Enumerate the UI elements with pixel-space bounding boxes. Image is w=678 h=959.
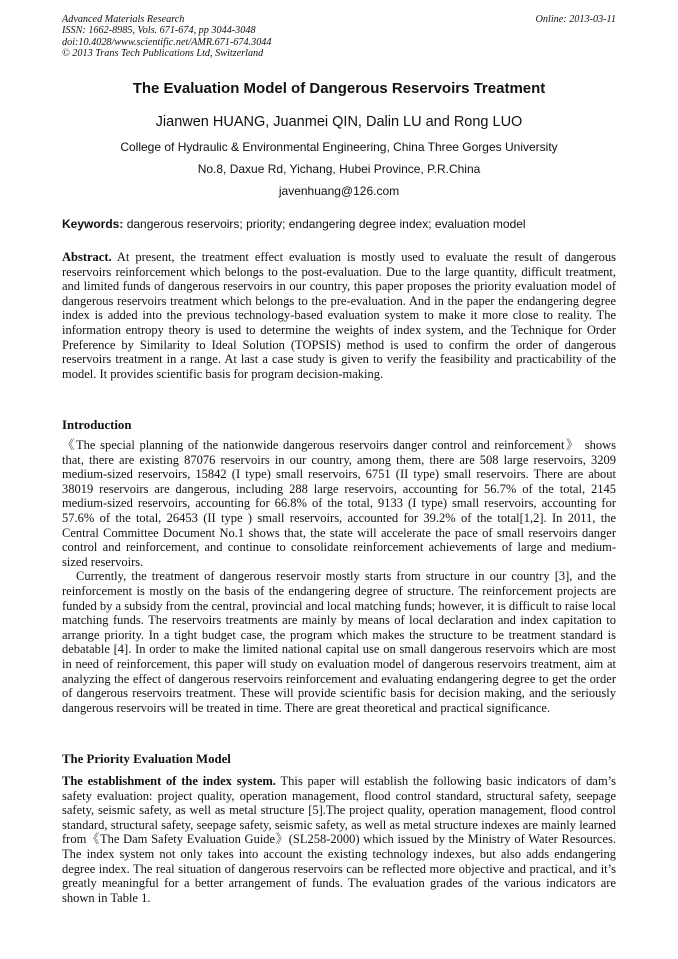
affiliation-line-2: No.8, Daxue Rd, Yichang, Hubei Province, P.R.China: [197, 162, 481, 176]
keywords-label: Keywords:: [62, 217, 124, 231]
paper-title: The Evaluation Model of Dangerous Reservoirs Treatment: [132, 80, 546, 97]
index-system-text: This paper will establish the following basic indicators of dam’s safety evaluation: project quality, operation management, flood control standard, structural safety, seepage safety, seismic safety, as well as metal structure [5].The project quality, operation management, flood control standard, structural safety, seepage safety, seismic safety, as well as metal structure indexes are mainly learned from《The Dam Safety Evaluation Guide》(SL258-2000) which issued by the Ministry of Water Resources. The index system not only takes into account the existing technology indexes, but also adds endangering degree index. The real situation of dangerous reservoirs can be reflected more objective and practical, and it’s greatly meaningful for a better arrangement of funds. The evaluation grades of the various indicators are shown in Table 1.: [62, 774, 616, 905]
index-system-lead: The establishment of the index system.: [62, 774, 276, 788]
introduction-body: [62, 438, 616, 715]
abstract-text: At present, the treatment effect evaluation is mostly used to evaluate the result of dangerous reservoirs reinforcement which belongs to the post-evaluation. Due to the large quantity, difficult treatment, and limited funds of dangerous reservoirs in our country, this paper proposes the priority evaluation model of dangerous reservoirs treatment which belongs to the pre-evaluation. And in the paper the endangering degree index is added into the previous technology-based evaluation system to make it more close to reality. The information entropy theory is used to determine the weights of index system, and the Technique for Order Preference by Similarity to Ideal Solution (TOPSIS) method is used to confirm the order of dangerous reservoirs treatment in a range. At last a case study is given to verify the feasibility and practicability of the model. It provides scientific basis for program decision-making.: [62, 250, 616, 381]
abstract: [62, 250, 616, 381]
keywords: [62, 217, 616, 231]
section-heading-priority-model: The Priority Evaluation Model: [62, 752, 231, 766]
author-email: javenhuang@126.com: [278, 184, 400, 198]
abstract-label: Abstract.: [62, 250, 112, 264]
online-date: Online: 2013-03-11: [535, 14, 616, 25]
journal-doi: doi:10.4028/www.scientific.net/AMR.671-674.3044: [62, 36, 272, 48]
index-system-body: [62, 774, 616, 905]
introduction-paragraph-2: Currently, the treatment of dangerous reservoir mostly starts from structure in our country [3], and the reinforcement is mostly on the basis of the endangering degree of structure. The reinforcement projects are funded by a subsidy from the central, provincial and local matching funds; however, it is difficult to raise local matching funds. The reservoirs treatments are mainly by means of local declaration and index capitation to arrange priority. In a tight budget case, the program which makes the structure to be treatment standard is debatable [4]. In order to make the limited national capital use on small dangerous reservoirs which are most in need of reinforcement, this paper will study on evaluation model of dangerous reservoirs treatment, aim at analyzing the effect of dangerous reservoirs reinforcement and evaluating endangering degree to get the order of dangerous reservoirs treatment. These will provide scientific basis for decision making, and the seriously dangerous reservoirs will be treated in time. There are great theoretical and practical significance.: [62, 569, 616, 715]
keywords-text: dangerous reservoirs; priority; endangering degree index; evaluation model: [123, 217, 526, 231]
paper-authors: Jianwen HUANG, Juanmei QIN, Dalin LU and Rong LUO: [155, 114, 523, 130]
introduction-paragraph-1: 《The special planning of the nationwide dangerous reservoirs danger control and reinforcement》 shows that, there are existing 87076 reservoirs in our country, among them, there are 508 large reservoirs, 3209 medium-sized reservoirs, 15842 (I type) small reservoirs, 6751 (II type) small reservoirs. There are about 38019 reservoirs are dangerous, including 288 large reservoirs, accounting for 56.7% of the total, 2145 medium-sized reservoirs, accounting for 66.8% of the total, 9133 (I type) small reservoirs, accounting for 57.6% of the total, 26453 (II type ) small reservoirs, accounted for 39.2% of the total[1,2]. In 2011, the Central Committee Document No.1 shows that, the state will accelerate the pace of small reservoirs danger control and reinforcement, and continue to consolidate reinforcement achievements of large and medium-sized reservoirs.: [62, 438, 616, 569]
journal-name: Advanced Materials Research: [62, 14, 185, 25]
journal-header: [62, 14, 616, 60]
journal-copyright: © 2013 Trans Tech Publications Ltd, Switzerland: [62, 48, 264, 60]
introduction-heading: Introduction: [62, 418, 132, 432]
affiliation-line-1: College of Hydraulic & Environmental Engineering, China Three Gorges University: [120, 140, 558, 154]
journal-issn: ISSN: 1662-8985, Vols. 671-674, pp 3044-3048: [62, 25, 256, 37]
